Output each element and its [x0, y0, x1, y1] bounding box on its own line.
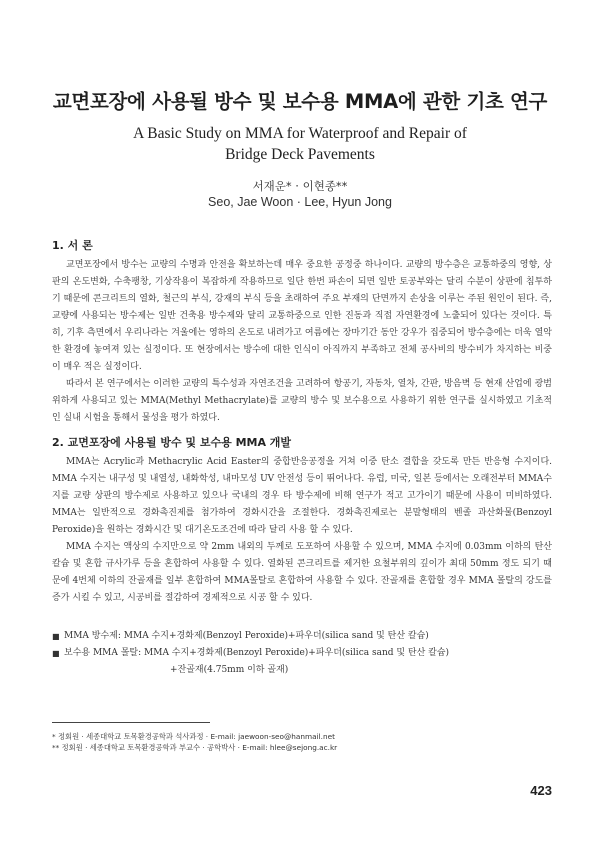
- list-item: [52, 645, 552, 662]
- title-english-line-1: A Basic Study on MMA for Waterproof and Repair of: [133, 125, 467, 142]
- footnote: ** 정회원 · 세종대학교 토목환경공학과 부교수 · 공학박사 · E-mail: hlee@sejong.ac.kr: [52, 743, 338, 752]
- page-number: 423: [530, 783, 552, 798]
- section-introduction: [52, 237, 552, 427]
- authors-korean: 서재운* · 이현종**: [252, 179, 348, 193]
- footnote-divider: [52, 722, 210, 723]
- title-english: [0, 123, 600, 165]
- square-bullet-icon: ■: [52, 649, 60, 658]
- list-item-continuation: +잔골재(4.75mm 이하 골재): [170, 665, 289, 675]
- title-english-line-2: Bridge Deck Pavements: [225, 146, 375, 163]
- paragraph: MMA 수지는 액상의 수지만으로 약 2mm 내외의 두께로 도포하여 사용할 수 있으며, MMA 수지에 0.03mm 이하의 탄산칼슘 및 혼합 규사가루 등을 혼합하여 사용할 수 있다. 열화된 콘크리트를 제거한 요철부위의 깊이가 최대 50mm 정도 되기 때문에 4번체 이하의 잔골재를 일부 혼합하여 MMA몰탈로 혼합하여 사용할 수 있다. 잔골재를 혼합할 경우 MMA 몰탈의 강도를 증가 시킬 수 있고, 시공비를 절감하여 경제적으로 시공 할 수 있다.: [52, 542, 552, 603]
- list-item: [52, 628, 552, 645]
- paragraph: 따라서 본 연구에서는 이러한 교량의 특수성과 자연조건을 고려하여 항공기, 자동차, 열차, 간판, 방음벽 등 현재 산업에 광범위하게 사용되고 있는 MMA(Methyl Methacrylate)를 교량의 방수 및 보수용으로 사용하기 위한 연구를 실시하였고 기초적인 실내 시험을 통해서 물성을 평가 하였다.: [52, 379, 552, 423]
- section-mma-development: [52, 434, 552, 607]
- paragraph: MMA는 Acrylic과 Methacrylic Acid Easter의 중합반응공정을 거쳐 이중 탄소 결합을 갖도록 만든 반응형 수지이다. MMA 수지는 내구성 및 내열성, 내화학성, 내마모성 UV 안전성 등이 뛰어나다. 유럽, 미국, 일본 등에서는 오래전부터 MMA수지를 교량 상판의 방수제로 사용하고 있으나 국내의 경우 타 방수제에 비해 연구가 적고 고가이기 때문에 사용이 미비하였다. MMA는 일반적으로 경화촉진제를 첨가하여 경화시간을 조절한다. 경화촉진제로는 분말형태의 벤졸 과산화물(Benzoyl Peroxide)을 원하는 경화시간 및 대기온도조건에 따라 달리 사용 할 수 있다.: [52, 457, 552, 535]
- list-item-text: MMA 방수제: MMA 수지+경화제(Benzoyl Peroxide)+파우더(silica sand 및 탄산 칼슘): [64, 631, 429, 641]
- footnote: * 정회원 · 세종대학교 토목환경공학과 석사과정 · E-mail: jaewoon-seo@hanmail.net: [52, 732, 335, 741]
- list-item-text: 보수용 MMA 몰탈: MMA 수지+경화제(Benzoyl Peroxide)+파우더(silica sand 및 탄산 칼슘): [64, 648, 450, 658]
- authors-english: Seo, Jae Woon · Lee, Hyun Jong: [208, 195, 392, 209]
- composition-list: [52, 628, 552, 679]
- square-bullet-icon: ■: [52, 632, 60, 641]
- footnotes: [52, 731, 552, 753]
- title-korean: 교면포장에 사용될 방수 및 보수용 MMA에 관한 기초 연구: [52, 90, 548, 113]
- section-heading: 1. 서 론: [52, 239, 93, 252]
- paragraph: 교면포장에서 방수는 교량의 수명과 안전을 확보하는데 매우 중요한 공정중 하나이다. 교량의 방수층은 교통하중의 영향, 상판의 온도변화, 수축팽창, 기상작용이 복잡하게 작용하므로 일단 한번 파손이 되면 일반 토공부와는 달리 수분이 상판에 침투하기 때문에 콘크리트의 열화, 철근의 부식, 강재의 부식 등을 초래하여 주요 부재의 단면까지 손상을 이루는 주된 원인이 된다. 즉, 교량에 사용되는 방수제는 일반 건축용 방수제와 달리 교통하중으로 인한 진동과 직접 자연환경에 노출되어 있다는 것이다. 특히, 기후 측면에서 우리나라는 겨울에는 영하의 온도로 내려가고 여름에는 장마기간 동안 강우가 집중되어 방수층에는 더욱 열악한 환경에 놓여져 있는 실정이다. 또 현장에서는 방수에 대한 인식이 아직까지 부족하고 전체 공사비의 방수비가 차지하는 비중이 매우 적은 실정이다.: [52, 260, 552, 372]
- section-heading: 2. 교면포장에 사용될 방수 및 보수용 MMA 개발: [52, 436, 292, 449]
